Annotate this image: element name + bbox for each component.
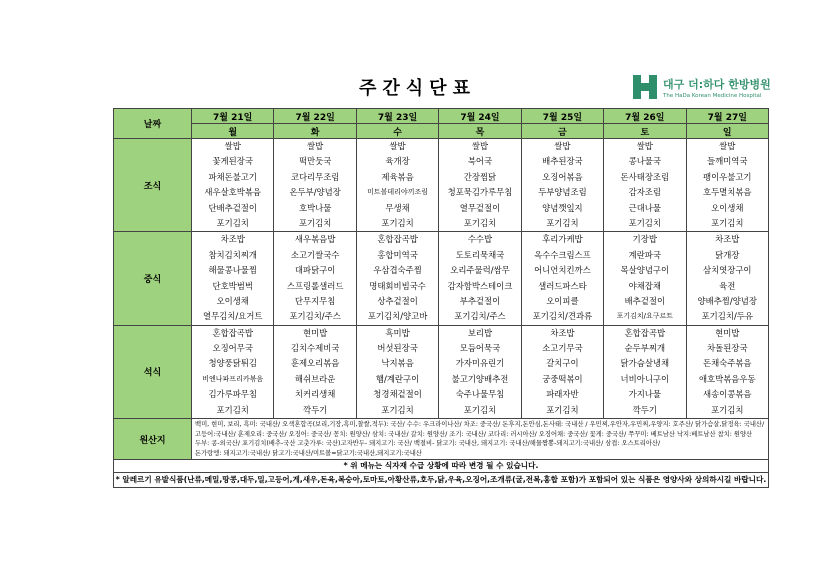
menu-item: 포기김치: [711, 404, 744, 415]
menu-item: 포기김치: [628, 217, 661, 228]
menu-item: 포기김치: [463, 217, 497, 228]
menu-item: 청양풍닭튀김: [208, 358, 257, 369]
menu-item: 계란파국: [628, 249, 661, 260]
menu-item: 치커리생채: [294, 389, 336, 400]
menu-item: 감자조림: [628, 187, 661, 198]
menu-item: 쌀밥: [636, 141, 653, 151]
allergy-note: * 알레르기 유발식품(난류,메밀,땅콩,대두,밀,고등어,게,새우,돈육,복숭아,토마토,아황산류,호두,닭,우육,오징어,조개류(굴,전복,홍합 포함)가 포함되어 있는 식품은 영양사와 상의하시길 바랍니다.: [114, 473, 769, 488]
date-header-label: 날짜: [114, 109, 192, 139]
menu-item: 포기김치: [381, 217, 414, 228]
menu-item: 오이생채: [216, 295, 249, 306]
menu-item: 불고기양배추전: [451, 373, 509, 384]
menu-item: 감자함박스테이크: [447, 280, 513, 291]
day-date: 7월 21일: [192, 109, 274, 124]
menu-item: 너비아니구이: [620, 373, 670, 384]
menu-item: 가지나물: [628, 389, 661, 400]
menu-item: 오리주물럭/쌈무: [450, 265, 510, 276]
menu-item: 닭개장: [715, 249, 740, 260]
menu-item: 제육볶음: [381, 171, 414, 182]
menu-item: 흑미밥: [385, 327, 410, 338]
menu-item: 보리밥: [467, 327, 493, 338]
day-of-week: 월: [192, 124, 274, 139]
meal-label: 석식: [114, 325, 192, 418]
menu-cell: [686, 325, 768, 418]
menu-item: 포기김치/견과류: [532, 311, 593, 322]
menu-cell: [439, 139, 521, 232]
meal-label: 조식: [114, 139, 192, 232]
menu-item: 참치김치찌개: [208, 249, 257, 260]
menu-item: 꽃게된장국: [212, 156, 253, 167]
menu-item: 소고기쌀국수: [290, 249, 340, 260]
menu-item: 현미밥: [715, 327, 740, 338]
menu-item: 어니언치킨까스: [534, 265, 591, 276]
menu-item: 김가루파무침: [208, 389, 257, 400]
menu-item: 청포묵김가루무침: [447, 187, 513, 198]
menu-cell: [274, 232, 356, 325]
menu-item: 해쉬브라운: [294, 373, 336, 384]
menu-item: 육개장: [385, 156, 410, 167]
menu-item: 파채돈불고기: [208, 171, 257, 182]
menu-item: 새우볶음밥: [294, 234, 336, 245]
menu-item: 콩나물국: [628, 156, 661, 167]
menu-change-note: * 위 메뉴는 식자재 수급 상황에 따라 변경 될 수 있습니다.: [114, 460, 769, 473]
menu-item: 닭가슴살냉채: [620, 358, 670, 369]
menu-item: 포기김치/주스: [289, 311, 341, 322]
origin-line: 백미, 현미, 보리, 흑미: 국내산/ 오색혼합곡(보리,기장,흑미,찰쌀,적두): 국산/ 수수: 우크라이나산/ 차조: 중국산/ 돈후지,돈안심,돈사태: 국내산 / 우민찌,우안자,우민찌,우양지: 호주산/ 닭가슴살,닭정육: 국내산/: [195, 421, 765, 429]
menu-item: 육전: [719, 280, 736, 291]
menu-item: 떡만둣국: [298, 156, 332, 167]
day-of-week: 일: [686, 124, 768, 139]
menu-item: 애호박볶음우동: [698, 373, 756, 384]
day-date: 7월 24일: [439, 109, 521, 124]
menu-item: 포기김치: [381, 404, 414, 415]
menu-item: 근대나물: [628, 202, 661, 213]
menu-item: 버섯된장국: [377, 343, 418, 354]
menu-item: 오이생채: [711, 202, 744, 213]
menu-item: 우삼겹숙주찜: [373, 265, 422, 276]
menu-item: 목살양념구이: [620, 265, 670, 276]
menu-item: 훈제오리볶음: [290, 358, 340, 369]
day-date: 7월 25일: [521, 109, 603, 124]
menu-item: 차돌된장국: [707, 343, 748, 354]
menu-item: 포기김치/양고바: [367, 311, 428, 322]
menu-item: 단호박범벅: [212, 280, 253, 291]
menu-item: 온두부/양념장: [289, 187, 341, 198]
menu-item: 들깨미역국: [707, 156, 748, 167]
weekly-menu-table: [113, 108, 769, 488]
menu-item: 호두멸치볶음: [702, 187, 752, 198]
page-title: 주간식단표: [359, 78, 476, 99]
menu-item: 오징어볶음: [542, 171, 583, 182]
menu-item: 무생채: [385, 202, 410, 213]
menu-item: 모듬어묵국: [459, 343, 501, 354]
menu-item: 쌀밥: [554, 141, 571, 151]
menu-item: 기장밥: [632, 234, 657, 245]
menu-item: 새우살호박볶음: [204, 187, 262, 198]
menu-cell: [686, 232, 768, 325]
menu-cell: [274, 139, 356, 232]
menu-item: 낙지볶음: [381, 358, 414, 369]
menu-item: 혼합잡곡밥: [624, 327, 666, 338]
menu-item: 포기김치/두유: [701, 311, 753, 322]
menu-item: 청경채겉절이: [373, 389, 422, 400]
menu-item: 호박나물: [298, 202, 332, 213]
menu-item: 명태회비빔국수: [369, 280, 426, 291]
menu-item: 부추겉절이: [459, 295, 501, 306]
menu-item: 오징어무국: [212, 343, 253, 354]
menu-item: 두부양념조림: [538, 187, 587, 198]
day-of-week: 금: [521, 124, 603, 139]
menu-item: 순두부찌개: [624, 343, 666, 354]
menu-item: 포기김치: [546, 217, 579, 228]
menu-cell: [356, 139, 438, 232]
day-of-week: 화: [274, 124, 356, 139]
menu-item: 코다리무조림: [290, 171, 340, 182]
menu-item: 간장찜닭: [463, 171, 497, 182]
menu-cell: [356, 232, 438, 325]
hospital-logo: [633, 75, 771, 99]
day-date: 7월 27일: [686, 109, 768, 124]
origin-label: 원산지: [114, 419, 192, 460]
menu-item: 포기김치/요구르트: [616, 312, 674, 321]
menu-item: 홍합미역국: [377, 249, 418, 260]
menu-item: 혼합잡곡밥: [212, 327, 253, 338]
menu-item: 차조밥: [220, 234, 245, 245]
menu-item: 수수밥: [467, 234, 493, 245]
menu-item: 깍두기: [632, 404, 657, 415]
menu-item: 현미밥: [302, 327, 328, 338]
logo-mark-icon: [633, 75, 657, 99]
day-date: 7월 26일: [604, 109, 686, 124]
menu-item: 북어국: [467, 156, 493, 167]
menu-item: 포기김치: [216, 217, 249, 228]
menu-cell: [521, 232, 603, 325]
menu-item: 혼합잡곡밥: [377, 234, 418, 245]
logo-name-ko: 대구 더:하다 한방병원: [663, 77, 771, 91]
menu-item: 양념깻잎지: [542, 202, 583, 213]
menu-item: 비엔나파프리카볶음: [202, 374, 264, 383]
menu-item: 포기김치: [546, 404, 579, 415]
menu-item: 궁중떡볶이: [542, 373, 583, 384]
day-date: 7월 22일: [274, 109, 356, 124]
menu-item: 옥수수크림스프: [534, 249, 591, 260]
menu-item: 단배추겉절이: [208, 202, 257, 213]
menu-item: 쌀밥: [719, 141, 736, 151]
menu-cell: [356, 325, 438, 418]
menu-item: 쌀밥: [471, 141, 489, 151]
menu-cell: [521, 139, 603, 232]
menu-item: 배추된장국: [542, 156, 583, 167]
menu-item: 해물콩나물찜: [208, 265, 257, 276]
menu-item: 돈사태장조림: [620, 171, 670, 182]
menu-item: 돈채숙주볶음: [702, 358, 752, 369]
menu-item: 소고기무국: [542, 343, 583, 354]
menu-item: 포기김치/주스: [454, 311, 506, 322]
origin-line: 돈가랑엥: 돼지고기:국내산/ 닭고기:국내산/미트볼=닭고기:국내산,돼지고기:국내산: [195, 449, 422, 457]
menu-item: 차조밥: [550, 327, 575, 338]
day-date: 7월 23일: [356, 109, 438, 124]
menu-cell: [604, 325, 686, 418]
menu-item: 삼치엿장구이: [702, 265, 752, 276]
menu-item: 열무김치/요거트: [202, 311, 263, 322]
menu-item: 갈치구이: [546, 358, 579, 369]
menu-cell: [604, 139, 686, 232]
menu-item: 새송이콩볶음: [702, 389, 752, 400]
menu-item: 단무지무침: [294, 295, 336, 306]
day-of-week: 수: [356, 124, 438, 139]
menu-item: 대파닭구이: [294, 265, 336, 276]
menu-item: 쌀밥: [307, 141, 324, 151]
menu-cell: [192, 325, 274, 418]
logo-name-en: The HaDa Korean Medicine Hospital: [663, 92, 762, 99]
menu-item: 스프링롤샐러드: [286, 280, 344, 291]
menu-item: 미트볼데리야끼조림: [367, 188, 428, 197]
menu-item: 포기김치: [711, 217, 744, 228]
menu-item: 숙주나물무침: [455, 389, 505, 400]
menu-cell: [604, 232, 686, 325]
menu-item: 팽이우불고기: [702, 171, 752, 182]
menu-cell: [686, 139, 768, 232]
origin-info: [192, 419, 769, 460]
meal-label: 중식: [114, 232, 192, 325]
menu-item: 도토리묵채국: [455, 249, 505, 260]
menu-item: 차조밥: [715, 234, 740, 245]
menu-item: 오이피클: [546, 295, 579, 306]
menu-item: 쌀밥: [389, 141, 406, 151]
menu-item: 열무겉절이: [459, 202, 501, 213]
menu-item: 샐러드파스타: [538, 280, 587, 291]
menu-item: 후리가케밥: [542, 234, 583, 245]
menu-cell: [439, 232, 521, 325]
menu-cell: [521, 325, 603, 418]
menu-cell: [274, 325, 356, 418]
day-of-week: 목: [439, 124, 521, 139]
day-of-week: 토: [604, 124, 686, 139]
menu-item: 김치수제비국: [290, 343, 340, 354]
menu-item: 포기김치: [216, 404, 249, 415]
menu-item: 가자미유린기: [455, 358, 505, 369]
menu-item: 햄/계란구이: [375, 373, 420, 384]
menu-cell: [192, 232, 274, 325]
menu-item: 파래자반: [546, 389, 579, 400]
menu-cell: [439, 325, 521, 418]
menu-item: 쌀밥: [224, 141, 241, 151]
menu-item: 배추겉절이: [624, 295, 666, 306]
menu-item: 포기김치: [298, 217, 332, 228]
origin-line: 고등어:국내산/ 훈제오리: 중국산/ 오징어: 중국산/ 꽁치: 원양산/ 삼치: 국내산/ 갈치: 원양산/ 조기: 국내산/ 코다리: 러시아산/ 오징어채: 중국산/ 꽃게: 중국산/ 쭈꾸미: 베트남산 낙지:베트남산 참치: 원양산: [195, 430, 753, 438]
menu-item: 깍두기: [302, 404, 328, 415]
menu-cell: [192, 139, 274, 232]
menu-item: 포기김치: [463, 404, 497, 415]
menu-item: 상추겉절이: [377, 295, 418, 306]
menu-item: 양배추찜/양념장: [697, 295, 757, 306]
origin-line: 두부: 콩-외국산/ 포기김치(배추-국산 고춧가루: 국산)고자반두- 돼지고기: 국산/ 백절비- 닭고기: 국내산, 돼지고기: 국내산/해물짬뽕-돼지고기:국내산/ 삼겹: 오스트리아산/: [195, 440, 661, 448]
menu-item: 야채잡채: [628, 280, 661, 291]
